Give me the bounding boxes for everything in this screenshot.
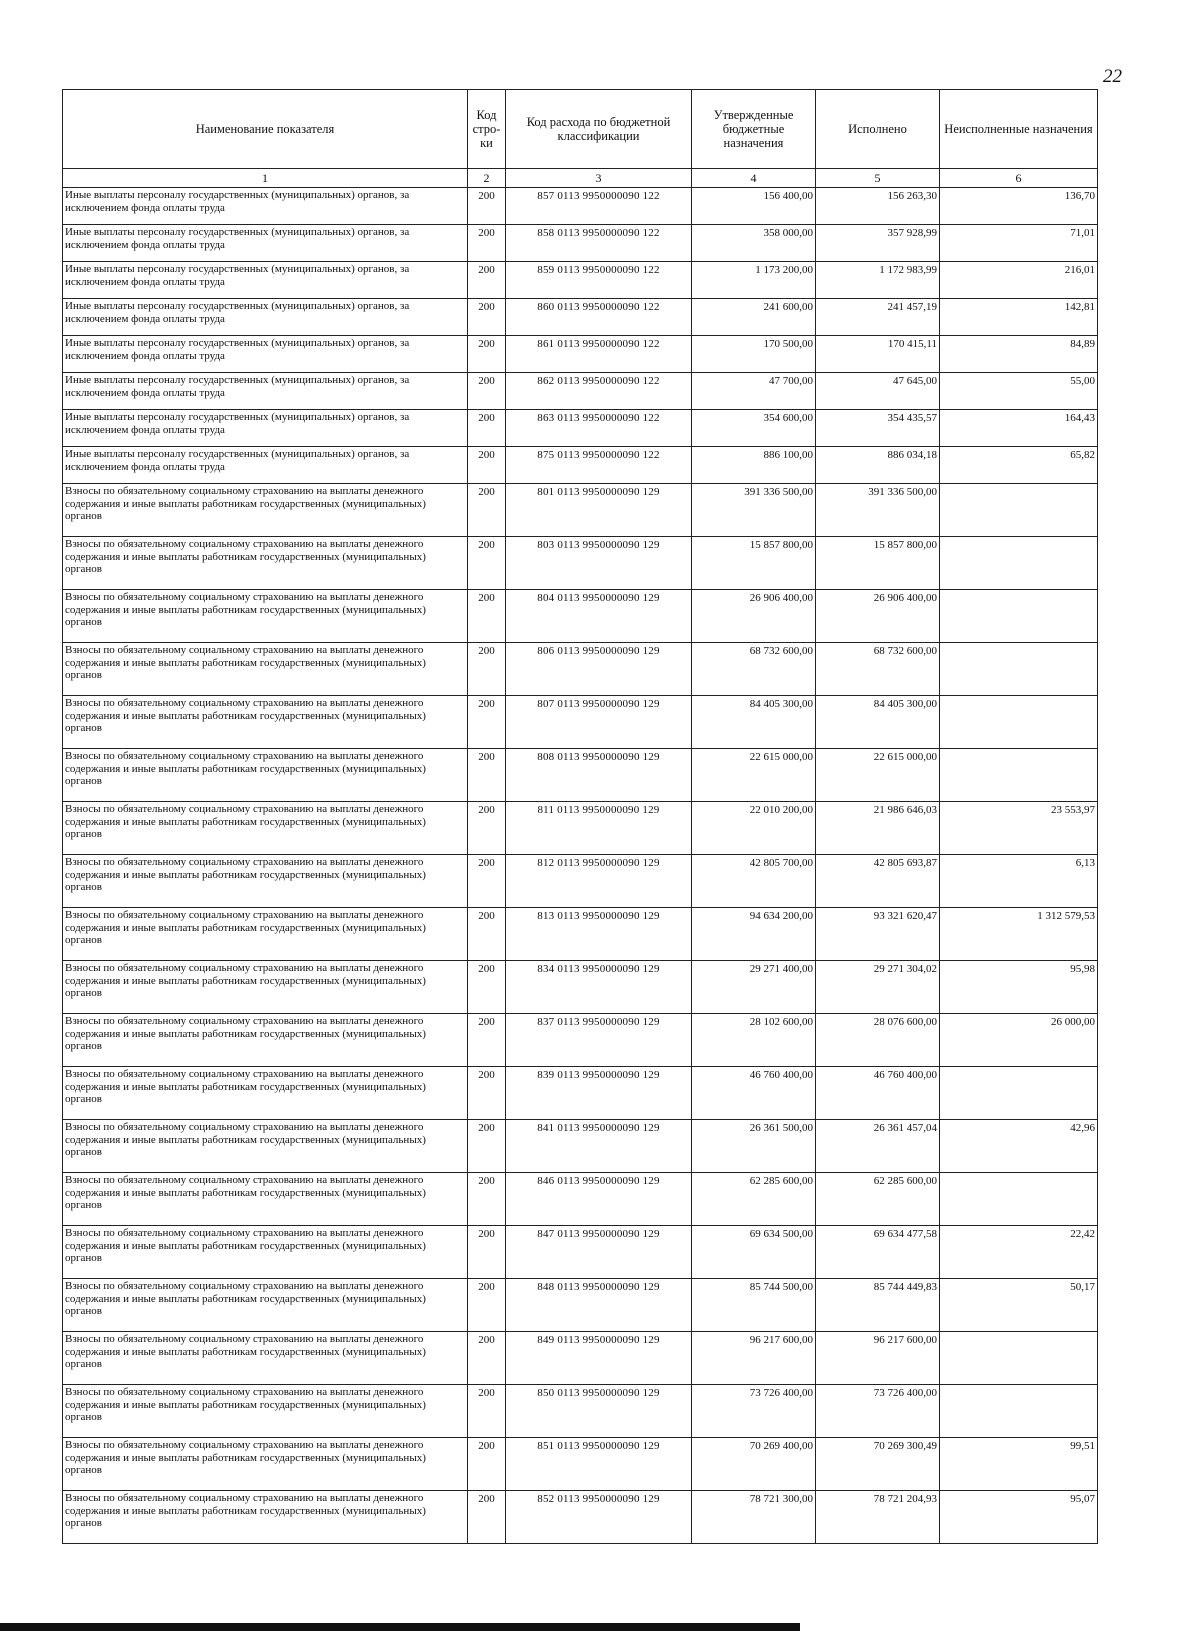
cell-budget-code: 803 0113 9950000090 129 xyxy=(506,537,692,590)
table-row xyxy=(63,299,1098,336)
cell-budget-code: 862 0113 9950000090 122 xyxy=(506,373,692,410)
cell-unexecuted: 71,01 xyxy=(940,225,1098,262)
cell-budget-code: 849 0113 9950000090 129 xyxy=(506,1332,692,1385)
cell-unexecuted: 22,42 xyxy=(940,1226,1098,1279)
cell-executed: 42 805 693,87 xyxy=(816,855,940,908)
cell-executed: 96 217 600,00 xyxy=(816,1332,940,1385)
table-row xyxy=(63,262,1098,299)
cell-executed: 46 760 400,00 xyxy=(816,1067,940,1120)
cell-executed: 70 269 300,49 xyxy=(816,1438,940,1491)
cell-executed: 886 034,18 xyxy=(816,447,940,484)
budget-execution-table xyxy=(62,89,1098,1544)
cell-name: Взносы по обязательному социальному страхованию на выплаты денежного содержания и иные выплаты работникам государственных (муниципальных) органов xyxy=(63,1067,468,1120)
table-row xyxy=(63,188,1098,225)
cell-executed: 68 732 600,00 xyxy=(816,643,940,696)
cell-budget-code: 861 0113 9950000090 122 xyxy=(506,336,692,373)
cell-executed: 21 986 646,03 xyxy=(816,802,940,855)
cell-unexecuted: 65,82 xyxy=(940,447,1098,484)
table-row xyxy=(63,484,1098,537)
cell-line-code: 200 xyxy=(468,1014,506,1067)
table-row xyxy=(63,961,1098,1014)
cell-name: Взносы по обязательному социальному страхованию на выплаты денежного содержания и иные выплаты работникам государственных (муниципальных) органов xyxy=(63,537,468,590)
cell-unexecuted: 42,96 xyxy=(940,1120,1098,1173)
cell-line-code: 200 xyxy=(468,484,506,537)
cell-line-code: 200 xyxy=(468,262,506,299)
cell-name: Взносы по обязательному социальному страхованию на выплаты денежного содержания и иные выплаты работникам государственных (муниципальных) органов xyxy=(63,1332,468,1385)
header-unexecuted: Неисполненные назначения xyxy=(940,90,1098,169)
cell-name: Взносы по обязательному социальному страхованию на выплаты денежного содержания и иные выплаты работникам государственных (муниципальных) органов xyxy=(63,696,468,749)
cell-name: Взносы по обязательному социальному страхованию на выплаты денежного содержания и иные выплаты работникам государственных (муниципальных) органов xyxy=(63,484,468,537)
cell-unexecuted xyxy=(940,484,1098,537)
cell-unexecuted xyxy=(940,1332,1098,1385)
cell-line-code: 200 xyxy=(468,336,506,373)
cell-approved: 42 805 700,00 xyxy=(692,855,816,908)
table-row xyxy=(63,643,1098,696)
cell-executed: 22 615 000,00 xyxy=(816,749,940,802)
cell-executed: 354 435,57 xyxy=(816,410,940,447)
cell-executed: 391 336 500,00 xyxy=(816,484,940,537)
cell-line-code: 200 xyxy=(468,1491,506,1544)
table-row xyxy=(63,749,1098,802)
column-number: 1 xyxy=(63,169,468,188)
cell-executed: 62 285 600,00 xyxy=(816,1173,940,1226)
cell-line-code: 200 xyxy=(468,1279,506,1332)
cell-approved: 22 010 200,00 xyxy=(692,802,816,855)
header-budget-code: Код расхода по бюджетной классификации xyxy=(506,90,692,169)
cell-executed: 28 076 600,00 xyxy=(816,1014,940,1067)
cell-line-code: 200 xyxy=(468,537,506,590)
cell-approved: 46 760 400,00 xyxy=(692,1067,816,1120)
cell-name: Взносы по обязательному социальному страхованию на выплаты денежного содержания и иные выплаты работникам государственных (муниципальных) органов xyxy=(63,1491,468,1544)
cell-executed: 241 457,19 xyxy=(816,299,940,336)
cell-name: Взносы по обязательному социальному страхованию на выплаты денежного содержания и иные выплаты работникам государственных (муниципальных) органов xyxy=(63,1279,468,1332)
cell-unexecuted xyxy=(940,1067,1098,1120)
cell-unexecuted xyxy=(940,537,1098,590)
cell-budget-code: 859 0113 9950000090 122 xyxy=(506,262,692,299)
cell-name: Взносы по обязательному социальному страхованию на выплаты денежного содержания и иные выплаты работникам государственных (муниципальных) органов xyxy=(63,1226,468,1279)
cell-executed: 170 415,11 xyxy=(816,336,940,373)
table-row xyxy=(63,1332,1098,1385)
cell-line-code: 200 xyxy=(468,410,506,447)
cell-executed: 15 857 800,00 xyxy=(816,537,940,590)
cell-budget-code: 848 0113 9950000090 129 xyxy=(506,1279,692,1332)
cell-unexecuted: 164,43 xyxy=(940,410,1098,447)
cell-budget-code: 813 0113 9950000090 129 xyxy=(506,908,692,961)
table-row xyxy=(63,1067,1098,1120)
cell-name: Взносы по обязательному социальному страхованию на выплаты денежного содержания и иные выплаты работникам государственных (муниципальных) органов xyxy=(63,643,468,696)
cell-name: Взносы по обязательному социальному страхованию на выплаты денежного содержания и иные выплаты работникам государственных (муниципальных) органов xyxy=(63,1385,468,1438)
cell-name: Взносы по обязательному социальному страхованию на выплаты денежного содержания и иные выплаты работникам государственных (муниципальных) органов xyxy=(63,855,468,908)
cell-name: Иные выплаты персоналу государственных (муниципальных) органов, за исключением фонда оплаты труда xyxy=(63,225,468,262)
cell-approved: 156 400,00 xyxy=(692,188,816,225)
cell-line-code: 200 xyxy=(468,590,506,643)
cell-name: Взносы по обязательному социальному страхованию на выплаты денежного содержания и иные выплаты работникам государственных (муниципальных) органов xyxy=(63,749,468,802)
cell-unexecuted xyxy=(940,643,1098,696)
table-row xyxy=(63,1385,1098,1438)
table-row xyxy=(63,373,1098,410)
cell-executed: 69 634 477,58 xyxy=(816,1226,940,1279)
cell-budget-code: 847 0113 9950000090 129 xyxy=(506,1226,692,1279)
cell-unexecuted: 216,01 xyxy=(940,262,1098,299)
cell-approved: 1 173 200,00 xyxy=(692,262,816,299)
cell-executed: 1 172 983,99 xyxy=(816,262,940,299)
cell-line-code: 200 xyxy=(468,225,506,262)
cell-approved: 391 336 500,00 xyxy=(692,484,816,537)
cell-budget-code: 875 0113 9950000090 122 xyxy=(506,447,692,484)
cell-executed: 29 271 304,02 xyxy=(816,961,940,1014)
cell-name: Иные выплаты персоналу государственных (муниципальных) органов, за исключением фонда оплаты труда xyxy=(63,336,468,373)
cell-budget-code: 807 0113 9950000090 129 xyxy=(506,696,692,749)
cell-approved: 22 615 000,00 xyxy=(692,749,816,802)
cell-budget-code: 858 0113 9950000090 122 xyxy=(506,225,692,262)
table-row xyxy=(63,908,1098,961)
cell-unexecuted: 136,70 xyxy=(940,188,1098,225)
cell-budget-code: 860 0113 9950000090 122 xyxy=(506,299,692,336)
table-row xyxy=(63,537,1098,590)
cell-approved: 29 271 400,00 xyxy=(692,961,816,1014)
cell-budget-code: 846 0113 9950000090 129 xyxy=(506,1173,692,1226)
cell-name: Взносы по обязательному социальному страхованию на выплаты денежного содержания и иные выплаты работникам государственных (муниципальных) органов xyxy=(63,802,468,855)
cell-executed: 26 361 457,04 xyxy=(816,1120,940,1173)
table-row xyxy=(63,1226,1098,1279)
cell-executed: 156 263,30 xyxy=(816,188,940,225)
cell-budget-code: 839 0113 9950000090 129 xyxy=(506,1067,692,1120)
cell-unexecuted xyxy=(940,749,1098,802)
cell-approved: 94 634 200,00 xyxy=(692,908,816,961)
cell-line-code: 200 xyxy=(468,802,506,855)
cell-budget-code: 850 0113 9950000090 129 xyxy=(506,1385,692,1438)
cell-approved: 96 217 600,00 xyxy=(692,1332,816,1385)
cell-approved: 70 269 400,00 xyxy=(692,1438,816,1491)
cell-approved: 85 744 500,00 xyxy=(692,1279,816,1332)
cell-unexecuted: 84,89 xyxy=(940,336,1098,373)
cell-approved: 170 500,00 xyxy=(692,336,816,373)
cell-approved: 358 000,00 xyxy=(692,225,816,262)
header-line-code: Код стро-ки xyxy=(468,90,506,169)
cell-budget-code: 808 0113 9950000090 129 xyxy=(506,749,692,802)
cell-name: Иные выплаты персоналу государственных (муниципальных) органов, за исключением фонда оплаты труда xyxy=(63,410,468,447)
cell-line-code: 200 xyxy=(468,299,506,336)
table-row xyxy=(63,1173,1098,1226)
cell-budget-code: 857 0113 9950000090 122 xyxy=(506,188,692,225)
table-row xyxy=(63,225,1098,262)
cell-budget-code: 837 0113 9950000090 129 xyxy=(506,1014,692,1067)
cell-line-code: 200 xyxy=(468,1226,506,1279)
cell-name: Взносы по обязательному социальному страхованию на выплаты денежного содержания и иные выплаты работникам государственных (муниципальных) органов xyxy=(63,590,468,643)
cell-budget-code: 834 0113 9950000090 129 xyxy=(506,961,692,1014)
cell-line-code: 200 xyxy=(468,855,506,908)
cell-name: Иные выплаты персоналу государственных (муниципальных) органов, за исключением фонда оплаты труда xyxy=(63,447,468,484)
cell-executed: 93 321 620,47 xyxy=(816,908,940,961)
header-row xyxy=(63,90,1098,169)
cell-budget-code: 852 0113 9950000090 129 xyxy=(506,1491,692,1544)
table-row xyxy=(63,855,1098,908)
cell-executed: 85 744 449,83 xyxy=(816,1279,940,1332)
cell-line-code: 200 xyxy=(468,188,506,225)
cell-line-code: 200 xyxy=(468,1438,506,1491)
cell-line-code: 200 xyxy=(468,447,506,484)
cell-approved: 26 906 400,00 xyxy=(692,590,816,643)
column-number: 4 xyxy=(692,169,816,188)
column-number: 6 xyxy=(940,169,1098,188)
cell-approved: 28 102 600,00 xyxy=(692,1014,816,1067)
cell-line-code: 200 xyxy=(468,749,506,802)
cell-executed: 78 721 204,93 xyxy=(816,1491,940,1544)
cell-unexecuted: 95,98 xyxy=(940,961,1098,1014)
cell-line-code: 200 xyxy=(468,1173,506,1226)
scan-edge-bar xyxy=(0,1623,800,1631)
cell-name: Иные выплаты персоналу государственных (муниципальных) органов, за исключением фонда оплаты труда xyxy=(63,188,468,225)
table-row xyxy=(63,1279,1098,1332)
cell-unexecuted: 1 312 579,53 xyxy=(940,908,1098,961)
table-row xyxy=(63,1491,1098,1544)
cell-budget-code: 812 0113 9950000090 129 xyxy=(506,855,692,908)
cell-unexecuted: 50,17 xyxy=(940,1279,1098,1332)
table-row xyxy=(63,447,1098,484)
cell-name: Взносы по обязательному социальному страхованию на выплаты денежного содержания и иные выплаты работникам государственных (муниципальных) органов xyxy=(63,1438,468,1491)
cell-budget-code: 851 0113 9950000090 129 xyxy=(506,1438,692,1491)
cell-name: Взносы по обязательному социальному страхованию на выплаты денежного содержания и иные выплаты работникам государственных (муниципальных) органов xyxy=(63,1014,468,1067)
page-number: 22 xyxy=(1103,66,1122,87)
table-row xyxy=(63,590,1098,643)
cell-approved: 354 600,00 xyxy=(692,410,816,447)
table-row xyxy=(63,410,1098,447)
column-number: 2 xyxy=(468,169,506,188)
cell-unexecuted: 95,07 xyxy=(940,1491,1098,1544)
cell-approved: 69 634 500,00 xyxy=(692,1226,816,1279)
cell-line-code: 200 xyxy=(468,1120,506,1173)
cell-unexecuted xyxy=(940,696,1098,749)
header-name: Наименование показателя xyxy=(63,90,468,169)
column-number-row xyxy=(63,169,1098,188)
cell-budget-code: 801 0113 9950000090 129 xyxy=(506,484,692,537)
cell-unexecuted: 23 553,97 xyxy=(940,802,1098,855)
table-row xyxy=(63,696,1098,749)
cell-line-code: 200 xyxy=(468,961,506,1014)
cell-name: Взносы по обязательному социальному страхованию на выплаты денежного содержания и иные выплаты работникам государственных (муниципальных) органов xyxy=(63,1120,468,1173)
cell-line-code: 200 xyxy=(468,696,506,749)
cell-approved: 15 857 800,00 xyxy=(692,537,816,590)
cell-line-code: 200 xyxy=(468,1067,506,1120)
header-approved: Утвержденные бюджетные назначения xyxy=(692,90,816,169)
table-row xyxy=(63,1120,1098,1173)
cell-approved: 68 732 600,00 xyxy=(692,643,816,696)
column-number: 5 xyxy=(816,169,940,188)
cell-unexecuted xyxy=(940,590,1098,643)
cell-line-code: 200 xyxy=(468,1385,506,1438)
cell-budget-code: 806 0113 9950000090 129 xyxy=(506,643,692,696)
cell-approved: 62 285 600,00 xyxy=(692,1173,816,1226)
cell-executed: 26 906 400,00 xyxy=(816,590,940,643)
cell-line-code: 200 xyxy=(468,1332,506,1385)
cell-approved: 241 600,00 xyxy=(692,299,816,336)
column-number: 3 xyxy=(506,169,692,188)
cell-budget-code: 841 0113 9950000090 129 xyxy=(506,1120,692,1173)
table-row xyxy=(63,802,1098,855)
cell-unexecuted: 55,00 xyxy=(940,373,1098,410)
cell-approved: 47 700,00 xyxy=(692,373,816,410)
cell-name: Иные выплаты персоналу государственных (муниципальных) органов, за исключением фонда оплаты труда xyxy=(63,299,468,336)
cell-unexecuted: 26 000,00 xyxy=(940,1014,1098,1067)
header-executed: Исполнено xyxy=(816,90,940,169)
cell-line-code: 200 xyxy=(468,643,506,696)
cell-name: Взносы по обязательному социальному страхованию на выплаты денежного содержания и иные выплаты работникам государственных (муниципальных) органов xyxy=(63,961,468,1014)
cell-name: Иные выплаты персоналу государственных (муниципальных) органов, за исключением фонда оплаты труда xyxy=(63,373,468,410)
cell-budget-code: 804 0113 9950000090 129 xyxy=(506,590,692,643)
cell-executed: 47 645,00 xyxy=(816,373,940,410)
cell-budget-code: 811 0113 9950000090 129 xyxy=(506,802,692,855)
cell-approved: 26 361 500,00 xyxy=(692,1120,816,1173)
cell-approved: 886 100,00 xyxy=(692,447,816,484)
cell-executed: 357 928,99 xyxy=(816,225,940,262)
cell-name: Взносы по обязательному социальному страхованию на выплаты денежного содержания и иные выплаты работникам государственных (муниципальных) органов xyxy=(63,908,468,961)
cell-approved: 73 726 400,00 xyxy=(692,1385,816,1438)
cell-name: Взносы по обязательному социальному страхованию на выплаты денежного содержания и иные выплаты работникам государственных (муниципальных) органов xyxy=(63,1173,468,1226)
cell-executed: 84 405 300,00 xyxy=(816,696,940,749)
cell-line-code: 200 xyxy=(468,908,506,961)
table-row xyxy=(63,1014,1098,1067)
cell-executed: 73 726 400,00 xyxy=(816,1385,940,1438)
cell-approved: 84 405 300,00 xyxy=(692,696,816,749)
cell-name: Иные выплаты персоналу государственных (муниципальных) органов, за исключением фонда оплаты труда xyxy=(63,262,468,299)
cell-unexecuted xyxy=(940,1173,1098,1226)
cell-unexecuted: 99,51 xyxy=(940,1438,1098,1491)
cell-unexecuted: 6,13 xyxy=(940,855,1098,908)
cell-budget-code: 863 0113 9950000090 122 xyxy=(506,410,692,447)
cell-unexecuted: 142,81 xyxy=(940,299,1098,336)
cell-approved: 78 721 300,00 xyxy=(692,1491,816,1544)
cell-unexecuted xyxy=(940,1385,1098,1438)
cell-line-code: 200 xyxy=(468,373,506,410)
table-row xyxy=(63,336,1098,373)
table-row xyxy=(63,1438,1098,1491)
